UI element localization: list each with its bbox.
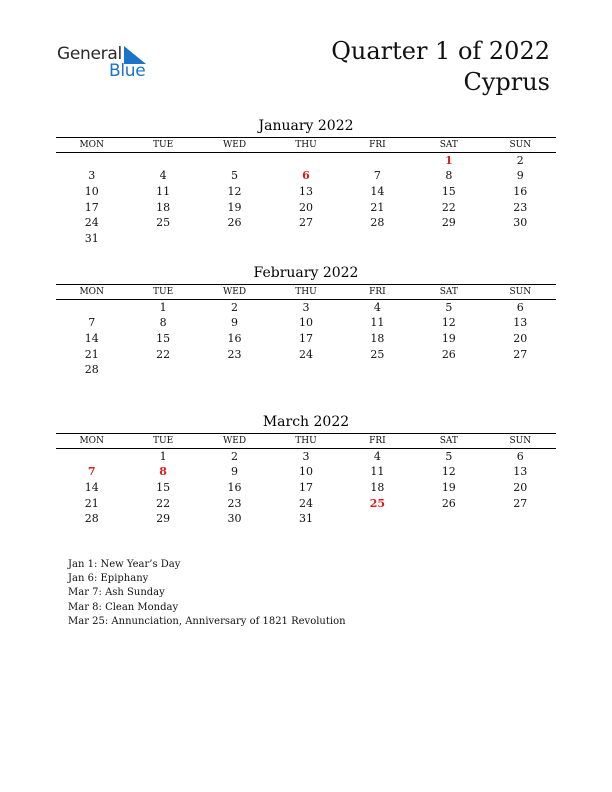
day-cell: 4 xyxy=(159,169,167,183)
day-cell: 8 xyxy=(445,169,453,183)
empty-day-cell xyxy=(199,153,270,169)
day-cell: 2 xyxy=(516,154,524,168)
empty-day-cell xyxy=(342,153,413,169)
day-cell: 25 xyxy=(370,347,385,361)
day-cell: 10 xyxy=(84,184,99,198)
weekday-header: FRI xyxy=(342,285,413,300)
day-cell: 13 xyxy=(513,465,528,479)
day-cell: 5 xyxy=(231,169,239,183)
day-cell: 1 xyxy=(159,301,167,315)
month-january xyxy=(56,117,556,246)
day-cell: 27 xyxy=(513,496,528,510)
day-cell: 12 xyxy=(441,465,456,479)
empty-day-cell xyxy=(485,362,556,378)
month-title: February 2022 xyxy=(253,265,359,281)
day-cell: 2 xyxy=(231,301,239,315)
empty-day-cell xyxy=(342,230,413,246)
week-row xyxy=(56,362,556,378)
week-row xyxy=(56,346,556,362)
day-cell: 7 xyxy=(373,169,381,183)
holiday-note: Mar 25: Annunciation, Anniversary of 1821 Revolution xyxy=(68,615,346,627)
day-cell: 31 xyxy=(298,512,313,526)
day-cell: 29 xyxy=(441,216,456,230)
day-cell: 19 xyxy=(441,331,456,345)
day-cell: 30 xyxy=(513,216,528,230)
day-cell: 11 xyxy=(156,184,171,198)
day-cell: 18 xyxy=(156,200,171,214)
day-cell: 20 xyxy=(298,200,313,214)
week-row xyxy=(56,230,556,246)
weekday-header: SUN xyxy=(485,285,556,300)
day-cell: 7 xyxy=(88,316,96,330)
day-cell: 10 xyxy=(298,465,313,479)
month-february xyxy=(56,264,556,377)
title-country: Cyprus xyxy=(463,68,550,96)
empty-day-cell xyxy=(485,230,556,246)
holiday-day-cell: 8 xyxy=(159,465,167,479)
day-cell: 23 xyxy=(227,347,242,361)
empty-day-cell xyxy=(270,153,341,169)
holiday-day-cell: 25 xyxy=(369,496,386,510)
day-cell: 16 xyxy=(227,480,242,494)
day-cell: 4 xyxy=(373,301,381,315)
day-cell: 16 xyxy=(227,331,242,345)
day-cell: 5 xyxy=(445,301,453,315)
day-cell: 13 xyxy=(298,184,313,198)
day-cell: 31 xyxy=(84,231,99,245)
day-cell: 5 xyxy=(445,450,453,464)
calendar-grid xyxy=(56,284,556,377)
week-row xyxy=(56,464,556,480)
week-row xyxy=(56,199,556,215)
weekday-header: WED xyxy=(199,434,270,449)
holiday-note: Jan 6: Epiphany xyxy=(68,573,149,585)
day-cell: 20 xyxy=(513,480,528,494)
day-cell: 13 xyxy=(513,316,528,330)
day-cell: 3 xyxy=(88,169,96,183)
empty-day-cell xyxy=(127,153,198,169)
day-cell: 23 xyxy=(513,200,528,214)
weekday-header: SUN xyxy=(485,138,556,153)
empty-day-cell xyxy=(56,300,127,316)
empty-day-cell xyxy=(127,362,198,378)
weekday-header: SUN xyxy=(485,434,556,449)
holiday-notes xyxy=(68,558,346,629)
day-cell: 21 xyxy=(370,200,385,214)
empty-day-cell xyxy=(270,362,341,378)
week-row xyxy=(56,184,556,200)
day-cell: 23 xyxy=(227,496,242,510)
day-cell: 24 xyxy=(298,496,313,510)
day-cell: 3 xyxy=(302,301,310,315)
day-cell: 16 xyxy=(513,184,528,198)
logo-text-general: General xyxy=(57,44,122,64)
day-cell: 26 xyxy=(441,496,456,510)
week-row xyxy=(56,168,556,184)
empty-day-cell xyxy=(342,362,413,378)
day-cell: 12 xyxy=(441,316,456,330)
weekday-header: TUE xyxy=(127,285,198,300)
week-row xyxy=(56,315,556,331)
empty-day-cell xyxy=(342,511,413,527)
weekday-header: THU xyxy=(270,285,341,300)
page-title xyxy=(331,36,550,98)
day-cell: 27 xyxy=(513,347,528,361)
month-title: March 2022 xyxy=(262,414,350,430)
week-row xyxy=(56,153,556,169)
day-cell: 9 xyxy=(231,316,239,330)
empty-day-cell xyxy=(127,230,198,246)
day-cell: 22 xyxy=(441,200,456,214)
day-cell: 4 xyxy=(373,450,381,464)
day-cell: 15 xyxy=(441,184,456,198)
weekday-header: WED xyxy=(199,285,270,300)
weekday-header: THU xyxy=(270,434,341,449)
calendar-grid xyxy=(56,137,556,246)
empty-day-cell xyxy=(485,511,556,527)
day-cell: 19 xyxy=(227,200,242,214)
title-quarter: Quarter 1 of 2022 xyxy=(331,37,550,65)
empty-day-cell xyxy=(56,153,127,169)
day-cell: 21 xyxy=(84,496,99,510)
weekday-header: WED xyxy=(199,138,270,153)
weekday-header: MON xyxy=(56,138,127,153)
holiday-day-cell: 1 xyxy=(444,154,453,168)
empty-day-cell xyxy=(413,362,484,378)
weekday-header: MON xyxy=(56,285,127,300)
day-cell: 12 xyxy=(227,184,242,198)
day-cell: 22 xyxy=(156,496,171,510)
weekday-header: TUE xyxy=(127,434,198,449)
weekday-header: FRI xyxy=(342,138,413,153)
day-cell: 25 xyxy=(156,216,171,230)
day-cell: 28 xyxy=(84,512,99,526)
day-cell: 24 xyxy=(298,347,313,361)
day-cell: 17 xyxy=(298,480,313,494)
day-cell: 3 xyxy=(302,450,310,464)
calendar-grid xyxy=(56,433,556,526)
day-cell: 15 xyxy=(156,331,171,345)
weekday-header: THU xyxy=(270,138,341,153)
day-cell: 24 xyxy=(84,216,99,230)
day-cell: 6 xyxy=(516,450,524,464)
month-march xyxy=(56,413,556,526)
holiday-day-cell: 6 xyxy=(302,169,310,183)
empty-day-cell xyxy=(199,230,270,246)
day-cell: 28 xyxy=(370,216,385,230)
day-cell: 29 xyxy=(156,512,171,526)
day-cell: 26 xyxy=(227,216,242,230)
day-cell: 1 xyxy=(159,450,167,464)
day-cell: 14 xyxy=(84,331,99,345)
day-cell: 22 xyxy=(156,347,171,361)
empty-day-cell xyxy=(413,230,484,246)
day-cell: 17 xyxy=(84,200,99,214)
weekday-header: SAT xyxy=(413,285,484,300)
weekday-header: SAT xyxy=(413,434,484,449)
day-cell: 21 xyxy=(84,347,99,361)
day-cell: 17 xyxy=(298,331,313,345)
empty-day-cell xyxy=(413,511,484,527)
day-cell: 28 xyxy=(84,363,99,377)
day-cell: 2 xyxy=(231,450,239,464)
empty-day-cell xyxy=(199,362,270,378)
day-cell: 10 xyxy=(298,316,313,330)
week-row xyxy=(56,215,556,231)
week-row xyxy=(56,331,556,347)
week-row xyxy=(56,480,556,496)
holiday-note: Mar 7: Ash Sunday xyxy=(68,587,165,599)
holiday-note: Jan 1: New Year’s Day xyxy=(68,559,181,570)
week-row xyxy=(56,511,556,527)
weekday-header: TUE xyxy=(127,138,198,153)
day-cell: 26 xyxy=(441,347,456,361)
day-cell: 6 xyxy=(516,301,524,315)
generalblue-logo xyxy=(57,44,167,80)
day-cell: 27 xyxy=(298,216,313,230)
day-cell: 20 xyxy=(513,331,528,345)
month-title: January 2022 xyxy=(258,118,354,134)
day-cell: 9 xyxy=(231,465,239,479)
week-row xyxy=(56,300,556,316)
day-cell: 18 xyxy=(370,480,385,494)
empty-day-cell xyxy=(270,230,341,246)
week-row xyxy=(56,449,556,465)
day-cell: 18 xyxy=(370,331,385,345)
day-cell: 14 xyxy=(84,480,99,494)
day-cell: 9 xyxy=(516,169,524,183)
logo-text-blue: Blue xyxy=(109,61,146,81)
weekday-header: SAT xyxy=(413,138,484,153)
holiday-day-cell: 7 xyxy=(87,465,96,479)
day-cell: 14 xyxy=(370,184,385,198)
empty-day-cell xyxy=(56,449,127,465)
day-cell: 11 xyxy=(370,465,385,479)
day-cell: 15 xyxy=(156,480,171,494)
day-cell: 30 xyxy=(227,512,242,526)
weekday-header: FRI xyxy=(342,434,413,449)
week-row xyxy=(56,495,556,511)
holiday-note: Mar 8: Clean Monday xyxy=(68,601,179,613)
day-cell: 11 xyxy=(370,316,385,330)
weekday-header: MON xyxy=(56,434,127,449)
day-cell: 19 xyxy=(441,480,456,494)
day-cell: 8 xyxy=(159,316,167,330)
